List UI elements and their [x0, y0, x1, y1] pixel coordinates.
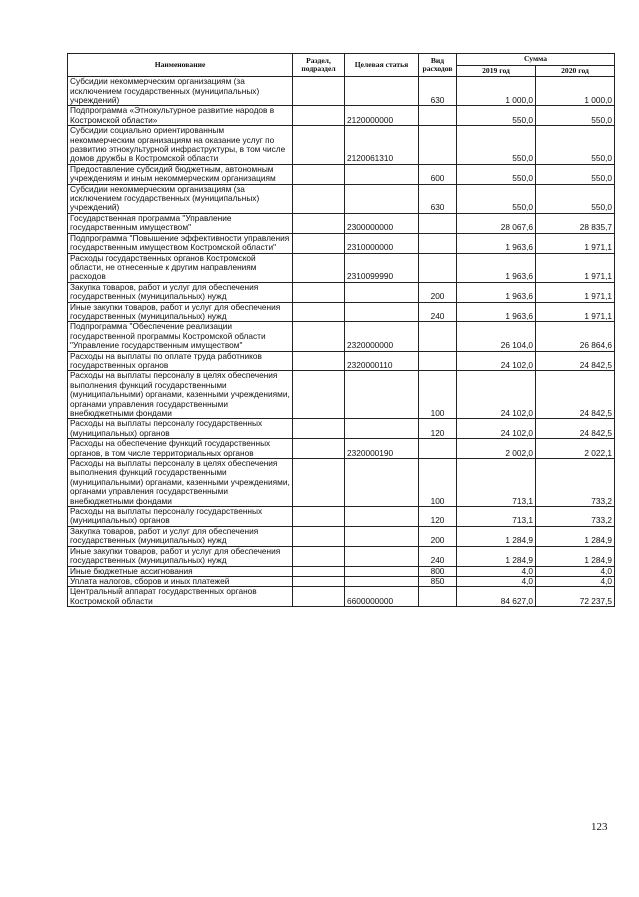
table-row: [68, 587, 615, 607]
row-section: [293, 526, 345, 546]
row-name: Расходы на выплаты по оплате труда работников государственных органов: [68, 351, 293, 371]
header-target: Целевая статья: [345, 54, 419, 77]
row-sum-2020: 2 022,1: [536, 439, 615, 459]
row-target: [345, 282, 419, 302]
row-target: [345, 371, 419, 419]
row-name: Подпрограмма «Этнокультурное развитие народов в Костромской области»: [68, 106, 293, 126]
row-name: Подпрограмма "Обеспечение реализации государственной программы Костромской области "Управление государственным имуществом": [68, 322, 293, 351]
row-target: [345, 184, 419, 213]
row-kind: 200: [419, 282, 457, 302]
row-section: [293, 576, 345, 586]
row-kind: [419, 126, 457, 165]
row-sum-2019: 550,0: [457, 126, 536, 165]
row-target: [345, 526, 419, 546]
table-row: [68, 351, 615, 371]
row-sum-2019: 1 963,6: [457, 302, 536, 322]
row-name: Субсидии некоммерческим организациям (за исключением государственных (муниципальных) учреждений): [68, 77, 293, 106]
row-sum-2019: 4,0: [457, 566, 536, 576]
row-target: 2320000110: [345, 351, 419, 371]
row-name: Субсидии некоммерческим организациям (за исключением государственных (муниципальных) учреждений): [68, 184, 293, 213]
row-kind: 240: [419, 546, 457, 566]
row-section: [293, 459, 345, 507]
row-name: Иные закупки товаров, работ и услуг для обеспечения государственных (муниципальных) нужд: [68, 302, 293, 322]
row-sum-2019: 550,0: [457, 184, 536, 213]
row-sum-2020: 1 000,0: [536, 77, 615, 106]
row-section: [293, 566, 345, 576]
row-sum-2019: 713,1: [457, 507, 536, 527]
row-kind: 120: [419, 419, 457, 439]
row-target: 2120061310: [345, 126, 419, 165]
row-kind: [419, 106, 457, 126]
row-name: Предоставление субсидий бюджетным, автономным учреждениям и иным некоммерческим организациям: [68, 164, 293, 184]
table-row: [68, 546, 615, 566]
row-target: [345, 164, 419, 184]
row-sum-2020: 550,0: [536, 184, 615, 213]
row-sum-2019: 28 067,6: [457, 213, 536, 233]
row-sum-2019: 1 963,6: [457, 233, 536, 253]
row-sum-2019: 550,0: [457, 164, 536, 184]
table-row: [68, 507, 615, 527]
row-sum-2020: 1 284,9: [536, 546, 615, 566]
row-target: [345, 576, 419, 586]
row-section: [293, 213, 345, 233]
row-sum-2020: 26 864,6: [536, 322, 615, 351]
row-sum-2019: 84 627,0: [457, 587, 536, 607]
header-kind: Вид расходов: [419, 54, 457, 77]
row-sum-2020: 1 971,1: [536, 233, 615, 253]
header-name: Наименование: [68, 54, 293, 77]
table-row: [68, 419, 615, 439]
row-name: Расходы на выплаты персоналу в целях обеспечения выполнения функций государственными (муниципальными) органами, казенными учреждениями, органами управления государственными внебюджетными фондами: [68, 371, 293, 419]
row-sum-2019: 550,0: [457, 106, 536, 126]
row-sum-2020: 733,2: [536, 507, 615, 527]
row-sum-2020: 733,2: [536, 459, 615, 507]
table-row: [68, 253, 615, 282]
table-row: [68, 566, 615, 576]
row-name: Иные бюджетные ассигнования: [68, 566, 293, 576]
table-row: [68, 302, 615, 322]
row-target: [345, 546, 419, 566]
row-target: [345, 459, 419, 507]
row-kind: [419, 351, 457, 371]
row-name: Закупка товаров, работ и услуг для обеспечения государственных (муниципальных) нужд: [68, 526, 293, 546]
row-kind: 600: [419, 164, 457, 184]
row-name: Центральный аппарат государственных органов Костромской области: [68, 587, 293, 607]
row-target: [345, 302, 419, 322]
row-section: [293, 233, 345, 253]
row-kind: 120: [419, 507, 457, 527]
row-target: 2310099990: [345, 253, 419, 282]
row-name: Расходы на выплаты персоналу государственных (муниципальных) органов: [68, 419, 293, 439]
row-section: [293, 126, 345, 165]
row-sum-2019: 713,1: [457, 459, 536, 507]
row-kind: [419, 439, 457, 459]
row-name: Подпрограмма "Повышение эффективности управления государственным имуществом Костромской области": [68, 233, 293, 253]
row-section: [293, 77, 345, 106]
row-sum-2019: 1 963,6: [457, 282, 536, 302]
row-sum-2020: 550,0: [536, 126, 615, 165]
row-target: 2320000000: [345, 322, 419, 351]
header-year-2019: 2019 год: [457, 65, 536, 77]
row-kind: [419, 213, 457, 233]
table-row: [68, 282, 615, 302]
row-kind: 630: [419, 77, 457, 106]
row-sum-2019: 24 102,0: [457, 419, 536, 439]
row-name: Расходы государственных органов Костромской области, не отнесенные к другим направлениям расходов: [68, 253, 293, 282]
row-sum-2019: 4,0: [457, 576, 536, 586]
table-row: [68, 439, 615, 459]
table-row: [68, 526, 615, 546]
row-target: 2120000000: [345, 106, 419, 126]
row-sum-2020: 24 842,5: [536, 371, 615, 419]
row-sum-2019: 26 104,0: [457, 322, 536, 351]
row-name: Государственная программа "Управление государственным имуществом": [68, 213, 293, 233]
row-name: Закупка товаров, работ и услуг для обеспечения государственных (муниципальных) нужд: [68, 282, 293, 302]
row-name: Расходы на выплаты персоналу в целях обеспечения выполнения функций государственными (муниципальными) органами, казенными учреждениями, органами управления государственными внебюджетными фондами: [68, 459, 293, 507]
row-target: 2320000190: [345, 439, 419, 459]
row-section: [293, 546, 345, 566]
row-target: [345, 77, 419, 106]
table-row: [68, 126, 615, 165]
row-section: [293, 106, 345, 126]
budget-table: [67, 53, 615, 607]
row-target: [345, 566, 419, 576]
row-section: [293, 282, 345, 302]
page-number: 123: [591, 821, 608, 833]
row-sum-2020: 1 971,1: [536, 282, 615, 302]
row-target: 6600000000: [345, 587, 419, 607]
row-sum-2020: 550,0: [536, 164, 615, 184]
row-kind: 800: [419, 566, 457, 576]
row-kind: [419, 322, 457, 351]
header-year-2020: 2020 год: [536, 65, 615, 77]
row-section: [293, 371, 345, 419]
table-row: [68, 106, 615, 126]
table-row: [68, 77, 615, 106]
row-name: Уплата налогов, сборов и иных платежей: [68, 576, 293, 586]
table-row: [68, 213, 615, 233]
row-name: Расходы на обеспечение функций государственных органов, в том числе территориальных органов: [68, 439, 293, 459]
row-section: [293, 507, 345, 527]
row-name: Субсидии социально ориентированным некоммерческим организациям на оказание услуг по развитию этнокультурной инфраструктуры, в том числе домов дружбы в Костромской области: [68, 126, 293, 165]
row-name: Иные закупки товаров, работ и услуг для обеспечения государственных (муниципальных) нужд: [68, 546, 293, 566]
row-kind: 630: [419, 184, 457, 213]
row-kind: 100: [419, 459, 457, 507]
row-kind: [419, 253, 457, 282]
row-section: [293, 351, 345, 371]
row-name: Расходы на выплаты персоналу государственных (муниципальных) органов: [68, 507, 293, 527]
row-sum-2020: 4,0: [536, 566, 615, 576]
row-sum-2019: 1 284,9: [457, 546, 536, 566]
row-kind: 850: [419, 576, 457, 586]
row-target: [345, 507, 419, 527]
row-section: [293, 322, 345, 351]
row-sum-2020: 550,0: [536, 106, 615, 126]
row-section: [293, 419, 345, 439]
row-section: [293, 439, 345, 459]
row-sum-2020: 4,0: [536, 576, 615, 586]
row-sum-2020: 1 284,9: [536, 526, 615, 546]
table-row: [68, 164, 615, 184]
row-sum-2020: 72 237,5: [536, 587, 615, 607]
row-sum-2019: 1 963,6: [457, 253, 536, 282]
row-target: 2300000000: [345, 213, 419, 233]
header-sum: Сумма: [457, 54, 615, 66]
row-sum-2020: 28 835,7: [536, 213, 615, 233]
table-row: [68, 184, 615, 213]
row-kind: 100: [419, 371, 457, 419]
table-row: [68, 576, 615, 586]
row-section: [293, 184, 345, 213]
row-section: [293, 253, 345, 282]
table-row: [68, 322, 615, 351]
row-sum-2020: 24 842,5: [536, 419, 615, 439]
header-section: Раздел, подраздел: [293, 54, 345, 77]
table-body: [68, 77, 615, 607]
row-kind: [419, 587, 457, 607]
row-kind: 200: [419, 526, 457, 546]
table-header: [68, 54, 615, 77]
row-target: 2310000000: [345, 233, 419, 253]
row-sum-2019: 1 284,9: [457, 526, 536, 546]
row-section: [293, 302, 345, 322]
table-row: [68, 371, 615, 419]
row-section: [293, 587, 345, 607]
row-sum-2019: 2 002,0: [457, 439, 536, 459]
table-row: [68, 233, 615, 253]
row-sum-2019: 24 102,0: [457, 371, 536, 419]
row-kind: [419, 233, 457, 253]
row-kind: 240: [419, 302, 457, 322]
row-sum-2020: 1 971,1: [536, 253, 615, 282]
row-sum-2020: 24 842,5: [536, 351, 615, 371]
row-sum-2019: 1 000,0: [457, 77, 536, 106]
row-sum-2019: 24 102,0: [457, 351, 536, 371]
row-target: [345, 419, 419, 439]
row-section: [293, 164, 345, 184]
row-sum-2020: 1 971,1: [536, 302, 615, 322]
table-row: [68, 459, 615, 507]
